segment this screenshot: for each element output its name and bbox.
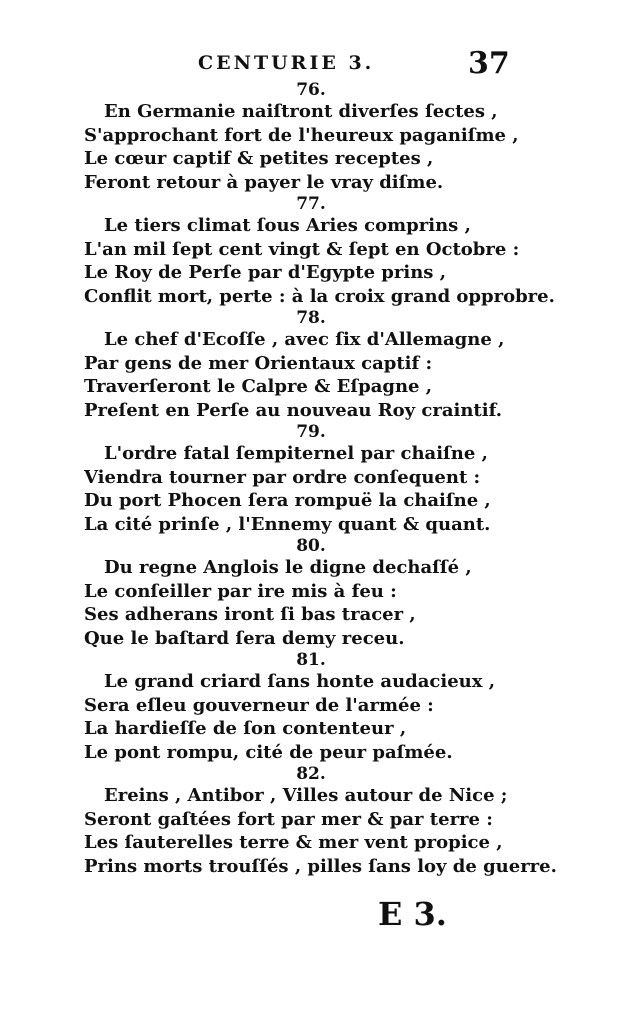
page-number: 37 <box>468 46 510 81</box>
verse-line: Du port Phocen ſera rompuë la chaiſne , <box>84 490 491 511</box>
quatrain-number: 76. <box>296 80 326 100</box>
verse-line: Le grand criard ſans honte audacieux , <box>104 671 496 692</box>
verse-line: Le pont rompu, cité de peur paſmée. <box>84 741 453 763</box>
quatrain-number: 77. <box>296 194 326 214</box>
verse-line: Par gens de mer Orientaux captif : <box>84 352 433 374</box>
quatrain <box>84 764 557 878</box>
verse-line: S'approchant fort de l'heureux paganiſme , <box>84 124 519 146</box>
quatrain <box>84 80 519 194</box>
verse-line: Le cœur captif & petites receptes , <box>84 148 434 169</box>
verse-line: Traverſeront le Calpre & Eſpagne , <box>84 376 433 397</box>
verse-line: En Germanie naiſtront diverſes ſectes , <box>104 101 498 122</box>
verse-line: Les ſauterelles terre & mer vent propice , <box>84 832 503 853</box>
verse-line: L'an mil ſept cent vingt & ſept en Octobre : <box>84 238 520 260</box>
running-title: CENTURIE 3. <box>198 52 375 74</box>
quatrain <box>84 650 514 764</box>
verse-line: Conflit mort, perte : à la croix grand opprobre. <box>84 285 555 307</box>
page-header <box>0 46 620 82</box>
verse-line: Prins morts trouſſés , pilles ſans loy de guerre. <box>84 855 557 877</box>
verse-line: Ses adherans iront ſi bas tracer , <box>84 604 416 625</box>
verse-line: Sera eſleu gouverneur de l'armée : <box>84 694 434 716</box>
verse-line: Le conſeiller par ire mis à feu : <box>84 580 397 602</box>
verse-line: La hardieſſe de ſon contenteur , <box>84 718 407 739</box>
quatrain <box>84 536 514 650</box>
quatrain <box>84 308 514 422</box>
verse-line: Preſent en Perſe au nouveau Roy craintif. <box>84 399 502 421</box>
quatrain-number: 79. <box>296 422 326 442</box>
quatrain <box>84 194 555 308</box>
signature-mark: E 3. <box>378 895 447 933</box>
verse-line: Seront gaſtées fort par mer & par terre : <box>84 808 493 830</box>
verse-line: La cité prinſe , l'Ennemy quant & quant. <box>84 513 491 535</box>
verse-line: Le Roy de Perſe par d'Egypte prins , <box>84 262 446 283</box>
verse-line: Ereins , Antibor , Villes autour de Nice ; <box>104 785 508 806</box>
quatrain <box>84 422 514 536</box>
verse-line: Du regne Anglois le digne dechaſſé , <box>104 557 472 578</box>
verse-line: Le tiers climat ſous Aries comprins , <box>104 215 471 236</box>
verse-line: Que le baſtard ſera demy receu. <box>84 627 405 649</box>
verse-line: Viendra tourner par ordre conſequent : <box>84 466 481 488</box>
verse-line: L'ordre fatal ſempiternel par chaiſne , <box>104 443 488 464</box>
quatrain-number: 78. <box>296 308 326 328</box>
quatrain-number: 80. <box>296 536 326 556</box>
quatrain-number: 81. <box>296 650 326 670</box>
quatrain-list <box>84 80 557 878</box>
verse-line: Feront retour à payer le vray diſme. <box>84 171 444 193</box>
verse-line: Le chef d'Ecoſſe , avec ſix d'Allemagne , <box>104 329 505 350</box>
quatrain-number: 82. <box>296 764 326 784</box>
